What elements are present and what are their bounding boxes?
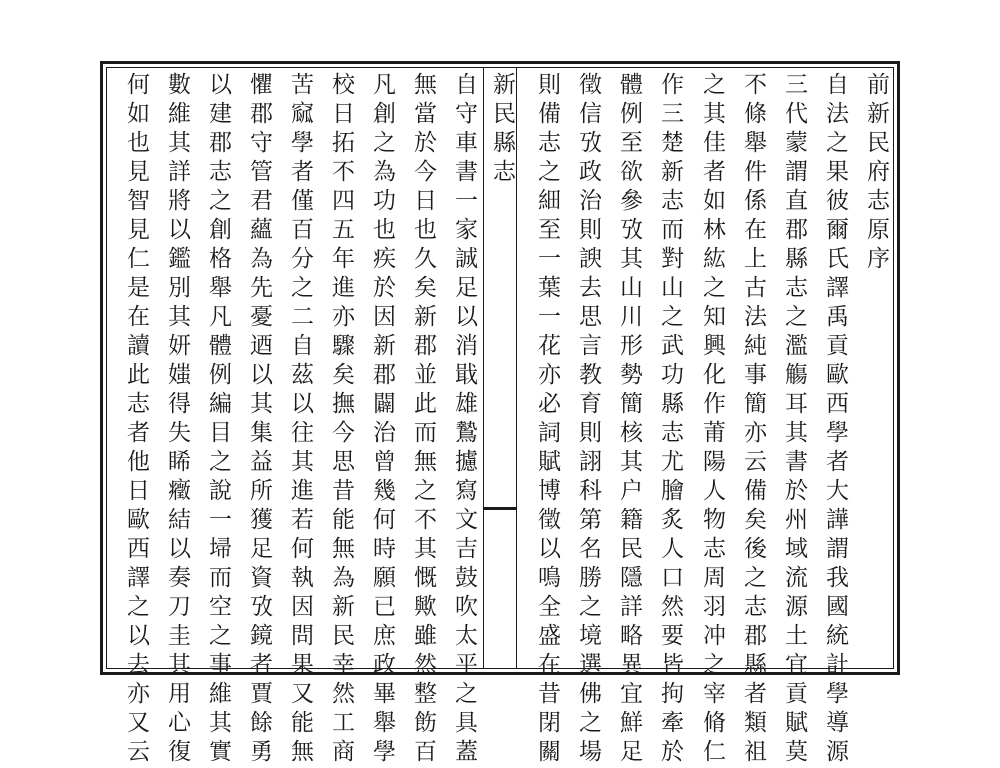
text-column: 無當於今日也久矣新郡並此而無之不其慨歟雖然整飭百 xyxy=(410,72,436,768)
text-column: 徵信攷政治則諛去思言教育則詡科第名勝之境選佛之場 xyxy=(575,72,601,768)
center-title: 新民縣志 xyxy=(489,72,515,188)
text-column: 數維其詳將以鑑別其妍媸得失睎癥結以奏刀圭其用心復 xyxy=(164,72,190,768)
text-column: 自守車書一家誠足以消戢雄鷙攄寫文吉鼓吹太平之具蓋 xyxy=(451,72,477,768)
text-column: 何如也見智見仁是在讀此志者他日歐西譯之以去亦又云 xyxy=(123,72,149,768)
text-column: 作三楚新志而對山之武功縣志尤膾炙人口然要皆拘牽於 xyxy=(657,72,683,768)
text-column: 自法之果彼爾氏譯禹貢歐西學者大譁謂我國統計學導源 xyxy=(822,72,848,768)
text-column: 懼郡守管君蘊為先憂迺以其集益所獲足資攷鏡者賈餘勇 xyxy=(246,72,272,768)
text-column: 以建郡志之創格舉凡體例編目之說一埽而空之事維其實 xyxy=(205,72,231,768)
text-column: 校日拓不四五年進亦驟矣撫今思昔能無為新民幸然工商 xyxy=(328,72,354,768)
text-column: 苦窳學者僅百分之二自茲以往其進若何執因問果又能無 xyxy=(287,72,313,768)
fish-tail-mark xyxy=(483,507,516,510)
text-column: 體例至欲參攷其山川形勢簡核其户籍民隱詳略異宜鮮足 xyxy=(616,72,642,768)
text-column: 不條舉件係在上古法純事簡亦云備矣後之志郡縣者類祖 xyxy=(740,72,766,768)
text-column: 三代蒙謂直郡縣志之濫觴耳其書於州域流源土宜貢賦莫 xyxy=(781,72,807,768)
preface-title: 前新民府志原序 xyxy=(863,72,889,275)
fold-line-right xyxy=(516,67,517,669)
text-column: 則備志之細至一葉一花亦必詞賦博徵以鳴全盛在昔閉關 xyxy=(534,72,560,768)
text-column: 凡創之為功也疾於因新郡闢治曾幾何時願已庶政畢舉學 xyxy=(369,72,395,768)
text-column: 之其佳者如林紘之知興化作莆陽人物志周羽冲之宰脩仁 xyxy=(699,72,725,768)
